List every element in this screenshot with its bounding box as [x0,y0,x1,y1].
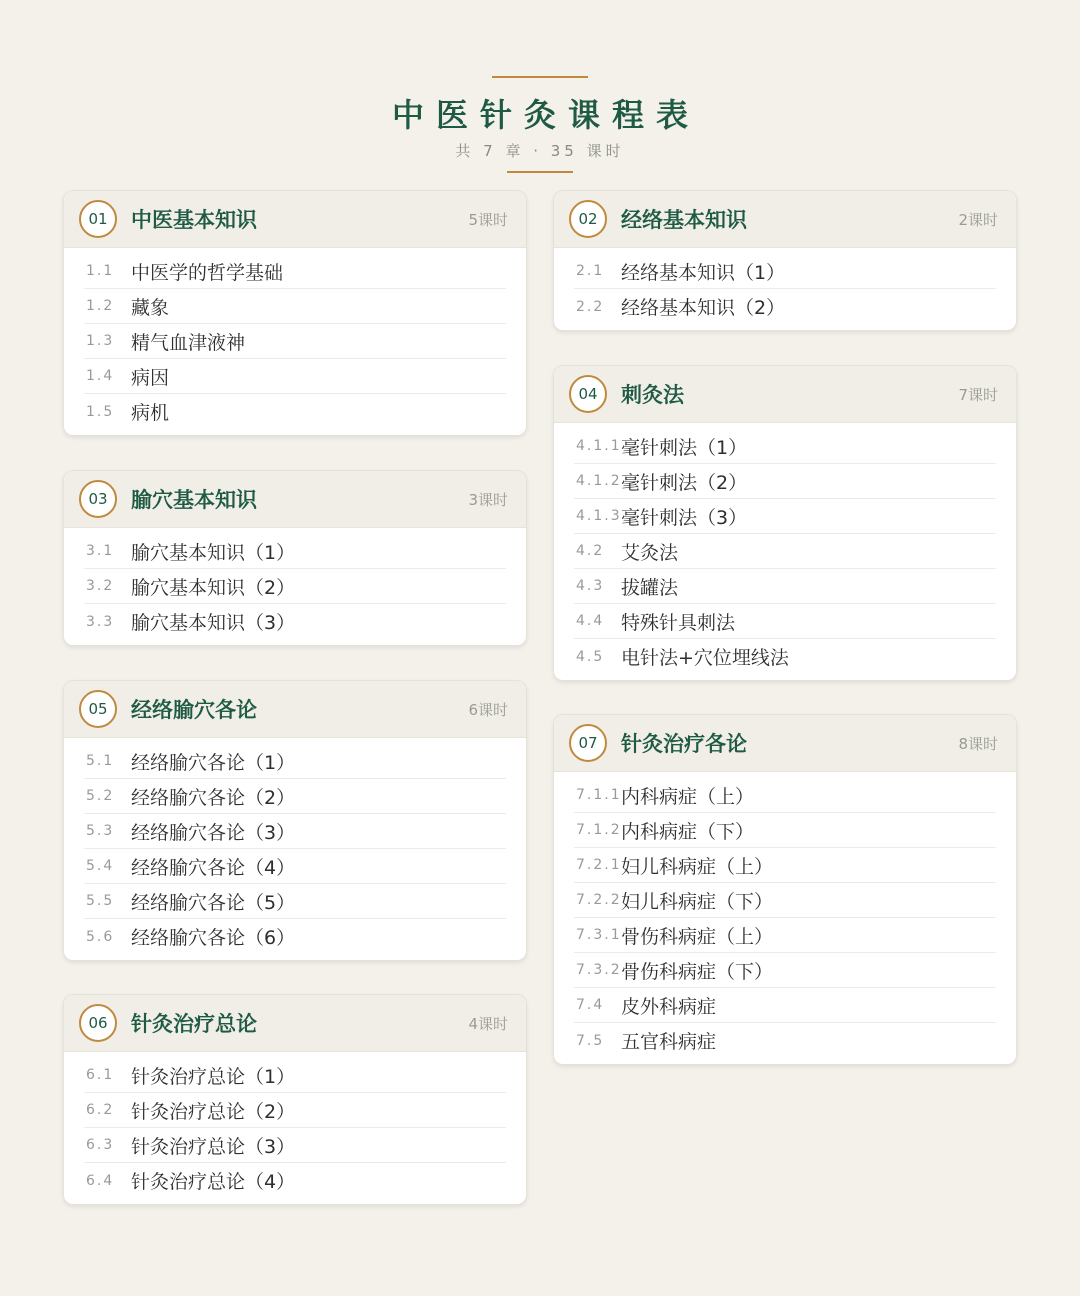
lesson-row [84,1058,506,1093]
lesson-row [574,604,996,639]
lesson-row [84,849,506,884]
lesson-title: 艾灸法 [621,541,679,564]
lesson-row [84,289,506,324]
lesson-row [84,534,506,569]
lesson-row [574,1023,996,1058]
lesson-number: 3.1 [86,543,115,559]
chapter-hours: 3课时 [468,490,508,509]
lesson-row [574,429,996,464]
chapter-hours: 8课时 [958,734,998,753]
lesson-title: 腧穴基本知识（3） [131,612,296,634]
lesson-number: 1.2 [86,298,115,314]
lesson-title: 经络腧穴各论（4） [131,856,296,879]
chapter-header [64,471,526,528]
lesson-row [84,1093,506,1128]
lesson-row [574,953,996,988]
lesson-title: 精气血津液神 [131,331,246,354]
lesson-row [84,569,506,604]
lesson-title: 特殊针具刺法 [621,611,736,634]
chapter-header [554,715,1016,772]
lesson-title: 电针法+穴位埋线法 [621,647,789,669]
lesson-title: 针灸治疗总论（4） [131,1171,296,1193]
lesson-number: 1.4 [86,368,115,384]
lesson-title: 经络腧穴各论（1） [131,751,296,774]
lesson-number: 5.1 [86,753,115,769]
lesson-title: 病因 [131,366,170,389]
chapter-number-badge: 06 [79,1004,117,1042]
chapter-card-01 [63,190,527,436]
lesson-row [84,1163,506,1198]
lesson-list [64,1052,526,1204]
lesson-number: 4.4 [576,613,605,629]
lesson-title: 病机 [131,402,170,424]
lesson-row [84,884,506,919]
lesson-number: 4.1.1 [576,438,622,454]
lesson-number: 7.2.2 [576,892,622,908]
page-subtitle: 共 7 章 · 35 课时 [455,142,625,160]
lesson-title: 藏象 [131,296,170,319]
chapter-title: 针灸治疗总论 [131,1012,257,1036]
lesson-title: 腧穴基本知识（2） [131,576,296,599]
lesson-number: 6.2 [86,1102,115,1118]
lesson-row [84,604,506,639]
chapter-hours: 6课时 [468,700,508,719]
lesson-title: 针灸治疗总论（3） [131,1135,296,1158]
chapter-title: 经络基本知识 [621,208,747,232]
lesson-row [84,779,506,814]
lesson-number: 4.2 [576,543,605,559]
lesson-number: 7.3.2 [576,962,622,978]
chapter-header [64,681,526,738]
lesson-number: 7.5 [576,1032,605,1049]
lesson-row [84,324,506,359]
lesson-row [574,464,996,499]
chapter-title: 针灸治疗各论 [621,732,747,756]
lesson-number: 5.3 [86,823,115,839]
lesson-row [574,918,996,953]
lesson-number: 4.3 [576,578,605,594]
chapter-number-badge: 01 [79,200,117,238]
lesson-number: 6.3 [86,1137,115,1153]
lesson-title: 皮外科病症 [621,995,717,1018]
lesson-title: 内科病症（上） [621,785,755,808]
lesson-row [574,254,996,289]
chapter-title: 中医基本知识 [131,208,257,232]
lesson-list [554,423,1016,680]
chapter-title: 腧穴基本知识 [131,488,257,512]
title-bottom-rule [507,171,573,173]
lesson-title: 五官科病症 [621,1031,717,1053]
page-title: 中医针灸课程表 [391,96,700,134]
chapter-number-badge: 05 [79,690,117,728]
chapter-header [554,191,1016,248]
chapter-number-badge: 03 [79,480,117,518]
lesson-row [574,499,996,534]
chapter-hours: 7课时 [958,385,998,404]
chapter-title: 刺灸法 [621,383,684,407]
chapter-card-04 [553,365,1017,681]
lesson-title: 拔罐法 [621,576,679,599]
lesson-number: 7.4 [576,997,605,1013]
lesson-row [574,289,996,324]
lesson-list [554,248,1016,330]
lesson-number: 4.1.2 [576,473,622,489]
chapter-hours: 2课时 [958,210,998,229]
lesson-number: 6.1 [86,1067,115,1083]
lesson-number: 3.3 [86,613,115,630]
lesson-row [574,639,996,674]
lesson-row [574,569,996,604]
lesson-row [574,848,996,883]
lesson-number: 7.2.1 [576,857,622,873]
lesson-number: 1.5 [86,403,115,420]
lesson-title: 经络腧穴各论（6） [131,927,296,949]
chapter-card-07 [553,714,1017,1065]
lesson-row [84,1128,506,1163]
lesson-title: 毫针刺法（3） [621,506,748,529]
chapter-card-02 [553,190,1017,331]
lesson-number: 5.2 [86,788,115,804]
chapter-header [64,191,526,248]
lesson-title: 经络基本知识（1） [621,261,786,284]
lesson-number: 2.2 [576,298,605,315]
lesson-title: 经络腧穴各论（3） [131,821,296,844]
lesson-number: 7.1.2 [576,822,622,838]
lesson-title: 妇儿科病症（下） [621,890,774,913]
lesson-number: 5.4 [86,858,115,874]
lesson-number: 4.1.3 [576,508,622,524]
lesson-number: 1.1 [86,263,115,279]
chapter-card-03 [63,470,527,646]
lesson-title: 针灸治疗总论（1） [131,1065,296,1088]
lesson-list [64,528,526,645]
lesson-row [84,814,506,849]
chapter-number-badge: 07 [569,724,607,762]
chapter-number-badge: 04 [569,375,607,413]
lesson-title: 经络基本知识（2） [621,297,786,319]
lesson-number: 2.1 [576,263,605,279]
lesson-number: 7.1.1 [576,787,622,803]
lesson-number: 5.5 [86,893,115,909]
lesson-title: 经络腧穴各论（2） [131,786,296,809]
lesson-row [574,778,996,813]
lesson-number: 6.4 [86,1172,115,1189]
chapter-header [64,995,526,1052]
lesson-row [84,919,506,954]
lesson-row [574,988,996,1023]
lesson-list [64,738,526,960]
lesson-row [574,534,996,569]
title-top-rule [492,76,588,78]
lesson-title: 针灸治疗总论（2） [131,1100,296,1123]
lesson-title: 妇儿科病症（上） [621,855,774,878]
lesson-row [84,254,506,289]
lesson-title: 毫针刺法（1） [621,436,748,459]
lesson-row [84,744,506,779]
lesson-title: 腧穴基本知识（1） [131,541,296,564]
lesson-title: 经络腧穴各论（5） [131,891,296,914]
chapter-header [554,366,1016,423]
lesson-title: 骨伤科病症（上） [621,925,774,948]
lesson-row [84,359,506,394]
lesson-number: 3.2 [86,578,115,594]
chapter-title: 经络腧穴各论 [131,698,257,722]
chapter-card-05 [63,680,527,961]
lesson-row [574,813,996,848]
lesson-title: 毫针刺法（2） [621,471,748,494]
lesson-title: 中医学的哲学基础 [131,261,284,284]
chapter-number-badge: 02 [569,200,607,238]
lesson-number: 5.6 [86,928,115,945]
lesson-title: 内科病症（下） [621,820,755,843]
chapter-card-06 [63,994,527,1205]
lesson-list [554,772,1016,1064]
chapter-hours: 5课时 [468,210,508,229]
lesson-title: 骨伤科病症（下） [621,960,774,983]
lesson-number: 1.3 [86,333,115,349]
chapter-hours: 4课时 [468,1014,508,1033]
lesson-number: 4.5 [576,648,605,665]
lesson-row [574,883,996,918]
lesson-number: 7.3.1 [576,927,622,943]
lesson-list [64,248,526,435]
lesson-row [84,394,506,429]
